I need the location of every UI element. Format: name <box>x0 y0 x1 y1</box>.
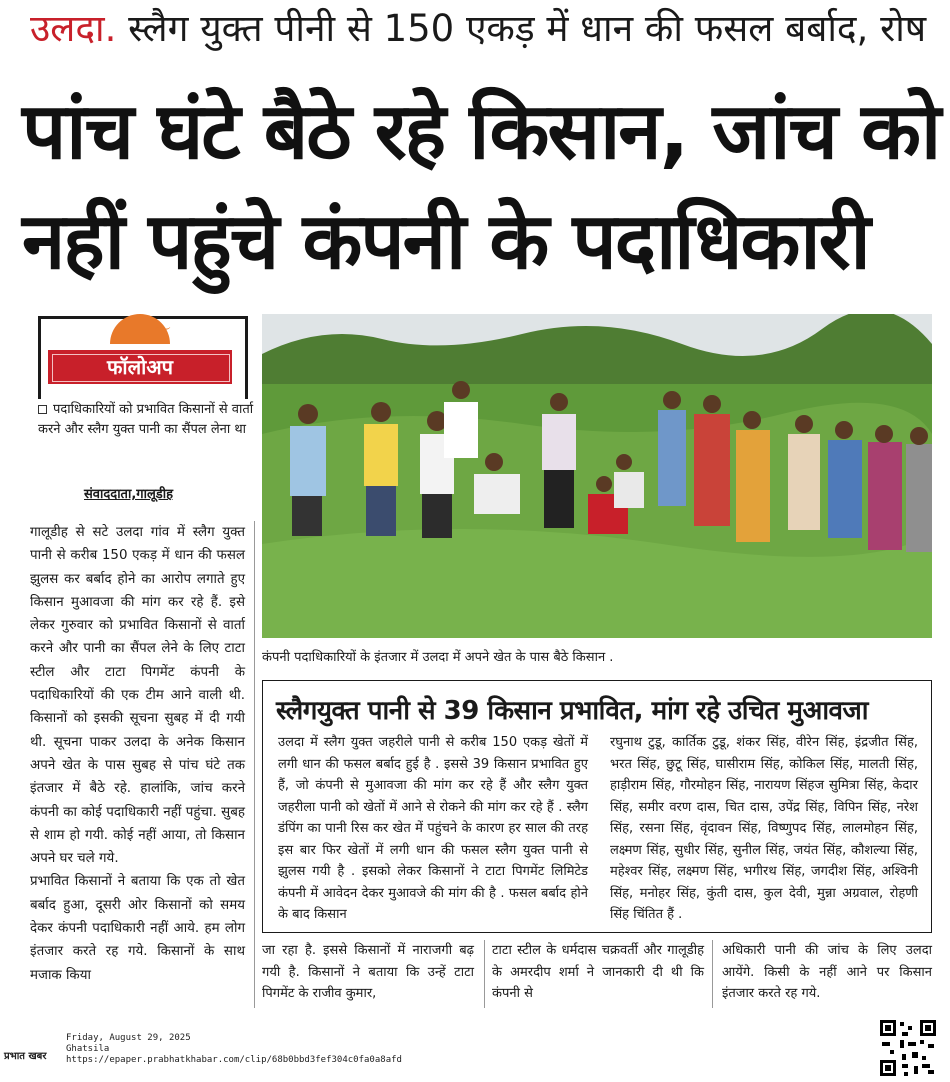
kicker-place: उलदा. <box>30 7 117 50</box>
headline-line-2: नहीं पहुंचे कंपनी के पदाधिकारी <box>22 197 869 287</box>
kicker-text: स्लैग युक्त पीनी से 150 एकड़ में धान की फसल बर्बाद, रोष <box>128 7 927 50</box>
box-column-1: उलदा में स्लैग युक्त जहरीले पानी से करीब 150 एकड़ खेतों में लगी धान की फसल बर्बाद हुई है . इससे 39 किसान प्रभावित हुए हैं, जो कंपनी से मुआवजा की मांग कर रहे हैं और स्लैग युक्त जहरीला पानी को खेतों में आने से रोकने की मांग कर रहे हैं . स्लैग डंपिंग का पानी रिस कर खेत में पहुंचने के कारण हर साल की तरह इस बार फिर खेतों में लगी धान की फसल स्लैग युक्त पानी से झुलस गयी है . इसको लेकर किसानों ने टाटा पिगमेंट लिमिटेड कंपनी में आवेदन देकर मुआवजे की मांग की है . फसल बर्बाद होने के बाद किसान <box>278 735 588 922</box>
box-column-2: रघुनाथ टुडू, कार्तिक टुडू, शंकर सिंह, वीरेन सिंह, इंद्रजीत सिंह, भरत सिंह, छुटू सिंह, घासीराम सिंह, कोकिल सिंह, मालती सिंह, हाड़ीराम सिंह, गौरमोहन सिंह, नारायण सिंहज सुमित्रा सिंह, केदार सिंह, समीर वरण दास, चित दास, उपेंद्र सिंह, विपिन सिंह, नरेश सिंह, रसना सिंह, वृंदावन सिंह, विष्णुपद सिंह, लालमोहन सिंह, लक्ष्मण सिंह, सुधीर सिंह, सुनील सिंह, जयंत सिंह, कौशल्या सिंह, महेश्वर सिंह, लक्ष्मण सिंह, भगीरथ सिंह, जगदीश सिंह, अश्विनी सिंह, मनोहर सिंह, कुंती दास, कुल देवी, मुन्ना अग्रवाल, रोहणी सिंह चिंतित हैं . <box>610 735 918 922</box>
clip-date: Friday, August 29, 2025 <box>66 1033 191 1043</box>
followup-tag-border <box>52 354 230 382</box>
clip-edition: Ghatsila <box>66 1044 110 1054</box>
byline: संवाददाता,गालूडीह <box>84 487 173 502</box>
column-divider <box>254 521 255 1008</box>
clip-meta <box>66 1033 402 1066</box>
brand-logo: प्रभात खबर <box>4 1051 47 1062</box>
bullet-point <box>38 400 258 440</box>
bottom-column-3: अधिकारी पानी की जांच के लिए उलदा आयेंगे. किसी के नहीं आने पर किसान इंतजार करते रह गये. <box>722 943 932 1001</box>
bullet-text: पदाधिकारियों को प्रभावित किसानों से वार्ता करने और स्लैग युक्त पानी का सैंपल लेना था <box>38 402 254 437</box>
bottom-column-1: जा रहा है. इससे किसानों में नाराजगी बढ़ गयी है. किसानों ने बताया कि उन्हें टाटा पिगमेंट के राजीव कुमार, <box>262 943 474 1001</box>
farmers-photo <box>262 314 932 638</box>
column-divider <box>484 940 485 1008</box>
left-paragraph-1: गालूडीह से सटे उलदा गांव में स्लैग युक्त पानी से करीब 150 एकड़ में धान की फसल झुलस कर बर्बाद होने का आरोप लगाते हुए किसान मुआवजा की मांग कर रहे हैं. इसे लेकर गुरुवार को प्रभावित किसानों से वार्ता करने और पानी का सैंपल लेने के लिए टाटा स्टील और टाटा पिगमेंट कंपनी के पदाधिकारियों की एक टीम आने वाली थी. किसानों को इसकी सूचना सुबह में दी गयी थी. सूचना पाकर उलदा के अनेक किसान अपने खेत के पास सुबह से पांच घंटे तक इंतजार में बैठे रहे. हालांकि, जांच करने कंपनी का कोई पदाधिकारी नहीं पहुंचा. सुबह से शाम हो गयी. कोई नहीं आया, तो किसान अपने घर चले गये. <box>30 525 245 867</box>
clip-url[interactable]: https://epaper.prabhatkhabar.com/clip/68b0bbd3fef304c0fa0a8afd <box>66 1055 402 1065</box>
column-divider <box>712 940 713 1008</box>
sub-article-headline: स्लैगयुक्त पानी से 39 किसान प्रभावित, मांग रहे उचित मुआवजा <box>276 696 869 726</box>
left-paragraph-2: प्रभावित किसानों ने बताया कि एक तो खेत बर्बाद हुआ, दूसरी ओर किसानों को समय देकर कंपनी पदाधिकारी नहीं आये. हम लोग इंतजार करते रह गये. किसानों के साथ मजाक किया <box>30 874 245 983</box>
bird-icon: 〜 <box>155 319 172 338</box>
checkbox-bullet-icon <box>38 405 47 414</box>
headline-line-1: पांच घंटे बैठे रहे किसान, जांच को <box>22 87 940 177</box>
bottom-column-2: टाटा स्टील के धर्मदास चक्रवर्ती और गालूडीह के अमरदीप शर्मा ने जानकारी दी थी कि कंपनी से <box>492 943 704 1001</box>
kicker-line <box>30 6 940 52</box>
left-column <box>30 521 245 987</box>
photo-caption: कंपनी पदाधिकारियों के इंतजार में उलदा में अपने खेत के पास बैठे किसान . <box>262 650 614 665</box>
qr-code-icon[interactable] <box>878 1018 938 1078</box>
followup-tag: फॉलोअप <box>48 350 232 384</box>
